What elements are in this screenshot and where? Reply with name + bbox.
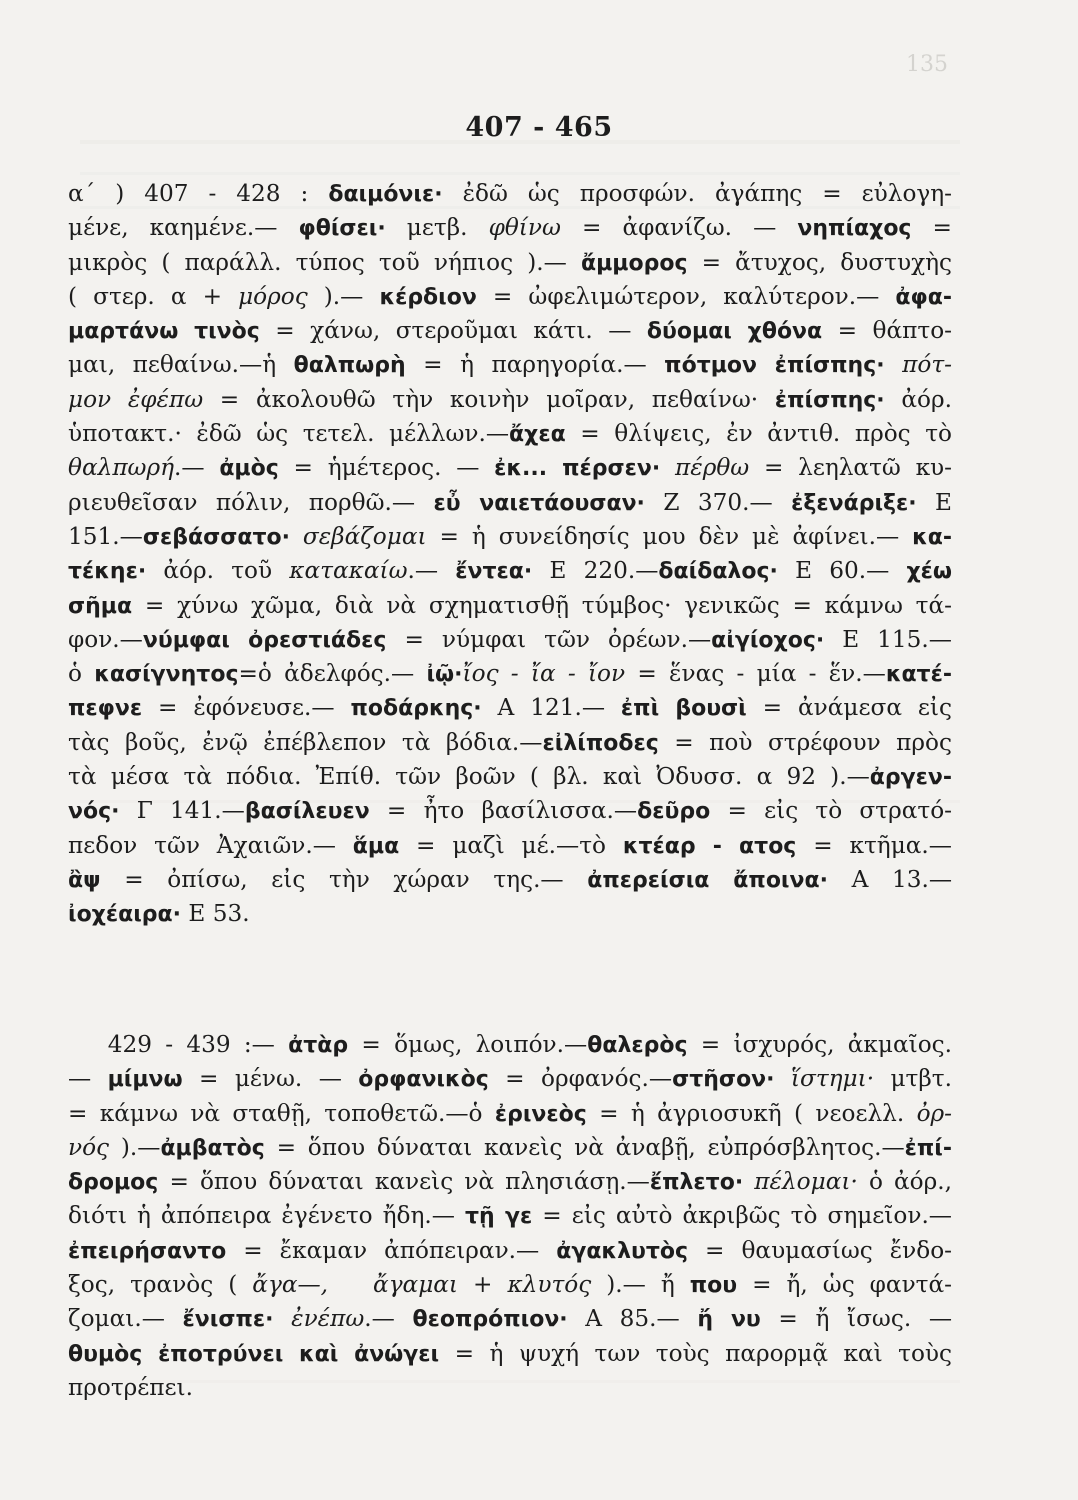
text-line: τὰς βοῦς, ἐνῷ ἐπέβλεπον τὰ βόδια.—εἰλίποδες = ποὺ στρέφουν πρὸς (68, 728, 952, 756)
page-heading: 407 - 465 (465, 112, 613, 143)
text-line: μον ἐφέπω = ἀκολουθῶ τὴν κοινὴν μοῖραν, πεθαίνω· ἐπίσπης· ἀόρ. (68, 385, 952, 413)
text-line: 151.—σεβάσσατο· σεβάζομαι = ἡ συνείδησίς μου δὲν μὲ ἀφίνει.— κα- (68, 522, 952, 550)
text-line: νός ).—ἀμβατὸς = ὅπου δύναται κανεὶς νὰ ἀναβῇ, εὐπρόσβλητος.—ἐπί- (68, 1133, 952, 1161)
text-line: ριευθεῖσαν πόλιν, πορθῶ.— εὖ ναιετάουσαν· Ζ 370.— ἐξενάριξε· Ε (68, 488, 952, 516)
page-number-bleedthrough: 135 (906, 52, 948, 77)
text-line: ἰοχέαιρα· Ε 53. (68, 900, 250, 928)
text-line: ( στερ. α + μόρος ).— κέρδιον = ὠφελιμώτερον, καλύτερον.— ἀφα- (68, 282, 952, 310)
paragraph-1 (68, 177, 952, 932)
text-line: ἂψ = ὀπίσω, εἰς τὴν χώραν της.— ἀπερείσια ἄποινα· Α 13.— (68, 865, 952, 893)
text-line: — μίμνω = μένω. — ὀρφανικὸς = ὀρφανός.—στῆσον· ἵστημι· μτβτ. (68, 1065, 952, 1093)
text-line: θαλπωρή.— ἀμὸς = ἡμέτερος. — ἐκ... πέρσεν· πέρθω = λεηλατῶ κυ- (68, 454, 952, 482)
text-line: τὰ μέσα τὰ πόδια. Ἐπίθ. τῶν βοῶν ( βλ. καὶ Ὀδυσσ. α 92 ).—ἀργεν- (68, 763, 952, 791)
text-line: φον.—νύμφαι ὀρεστιάδες = νύμφαι τῶν ὀρέων.—αἰγίοχος· Ε 115.— (68, 625, 952, 653)
text-line: μένε, καημένε.— φθίσει· μετβ. φθίνω = ἀφανίζω. — νηπίαχος = (68, 214, 952, 242)
text-line: διότι ἡ ἀπόπειρα ἐγένετο ἤδη.— τῇ γε = εἰς αὐτὸ ἀκριβῶς τὸ σημεῖον.— (68, 1202, 952, 1230)
text-line: μαι, πεθαίνω.—ἡ θαλπωρὴ = ἡ παρηγορία.— πότμον ἐπίσπης· πότ- (68, 351, 952, 379)
text-line: πεδον τῶν Ἀχαιῶν.— ἅμα = μαζὶ μέ.—τὸ κτέαρ - ατος = κτῆμα.— (68, 831, 952, 859)
text-line: 429 - 439 :— ἀτὰρ = ὅμως, λοιπόν.—θαλερὸς = ἰσχυρός, ἀκμαῖος. (68, 1031, 952, 1058)
text-line: δρομος = ὅπου δύναται κανεὶς νὰ πλησιάσῃ.—ἔπλετο· πέλομαι· ὁ ἀόρ., (68, 1168, 952, 1196)
text-line: μαρτάνω τινὸς = χάνω, στεροῦμαι κάτι. — δύομαι χθόνα = θάπτο- (68, 317, 952, 345)
text-line: α΄ ) 407 - 428 : δαιμόνιε· ἐδῶ ὡς προσφών. ἀγάπης = εὐλογη- (68, 180, 952, 207)
text-line: ὁ κασίγνητος=ὁ ἀδελφός.— ἰῷ·ἴος - ἴα - ἴον = ἕνας - μία - ἕν.—κατέ- (68, 660, 952, 688)
text-line: μικρὸς ( παράλλ. τύπος τοῦ νήπιος ).— ἄμμορος = ἄτυχος, δυστυχὴς (68, 248, 952, 276)
text-line: = κάμνω νὰ σταθῇ, τοποθετῶ.—ὁ ἐρινεὸς = ἡ ἀγριοσυκῆ ( νεοελλ. ὀρ- (68, 1099, 952, 1127)
text-line: νός· Γ 141.—βασίλευεν = ἦτο βασίλισσα.—δεῦρο = εἰς τὸ στρατό- (68, 797, 952, 825)
text-line: θυμὸς ἐποτρύνει καὶ ἀνώγει = ἡ ψυχή των τοὺς παρορμᾷ καὶ τοὺς (68, 1339, 952, 1367)
text-line: ὑποτακτ.· ἐδῶ ὡς τετελ. μέλλων.—ἄχεα = θλίψεις, ἐν ἀντιθ. πρὸς τὸ (68, 420, 952, 448)
text-line: ξος, τρανὸς ( ἄγα—, ἄγαμαι + κλυτός ).— ἤ που = ἤ, ὡς φαντά- (68, 1271, 952, 1299)
text-line: προτρέπει. (68, 1373, 194, 1401)
text-line: ζομαι.— ἔνισπε· ἐνέπω.— θεοπρόπιον· Α 85.— ἤ νυ = ἤ ἴσως. — (68, 1305, 952, 1333)
text-line: σῆμα = χύνω χῶμα, διὰ νὰ σχηματισθῇ τύμβος· γενικῶς = κάμνω τά- (68, 591, 952, 619)
paragraph-2 (68, 1028, 952, 1404)
text-line: ἐπειρήσαντο = ἔκαμαν ἀπόπειραν.— ἀγακλυτὸς = θαυμασίως ἔνδο- (68, 1236, 952, 1264)
text-line: τέκηε· ἀόρ. τοῦ κατακαίω.— ἔντεα· Ε 220.—δαίδαλος· Ε 60.— χέω (68, 557, 952, 585)
text-line: πεφνε = ἐφόνευσε.— ποδάρκης· Α 121.— ἐπὶ βουσὶ = ἀνάμεσα εἰς (68, 694, 952, 722)
